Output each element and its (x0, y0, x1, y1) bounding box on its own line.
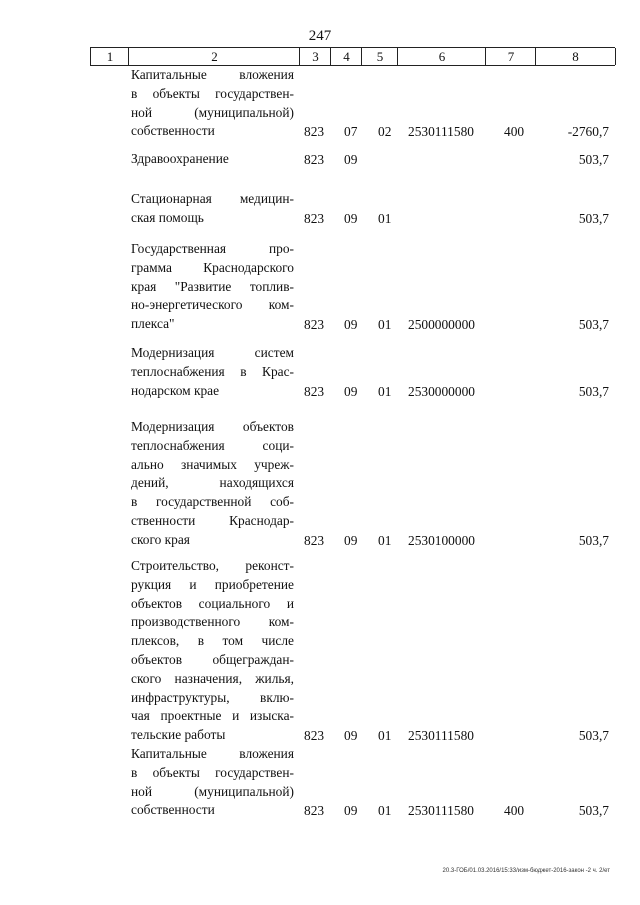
cell-c4: 09 (344, 728, 358, 744)
cell-c5: 01 (378, 317, 392, 333)
description-line: ной (муниципальной) (131, 104, 294, 120)
cell-c6: 2500000000 (408, 317, 475, 333)
description-line: но-энергетического ком- (131, 297, 294, 313)
description-line: ского края (131, 531, 190, 547)
cell-c5: 01 (378, 383, 392, 399)
header-col-3: 3 (299, 48, 331, 65)
cell-c3: 823 (304, 728, 325, 744)
header-col-6: 6 (397, 48, 486, 65)
header-col-5: 5 (361, 48, 398, 65)
description-line: нодарском крае (131, 382, 220, 398)
page-number: 247 (308, 28, 332, 44)
description-line: теплоснабжения соци- (131, 437, 294, 453)
table-header (90, 47, 615, 66)
row-description (131, 240, 294, 334)
footer-file-stamp: 20.3-ГОБ/01.03.2016/15:33/изм-бюджет-2016-закон -2 ч. 2/ет (442, 868, 610, 874)
cell-c5: 01 (378, 532, 392, 548)
cell-c4: 07 (344, 124, 358, 140)
cell-c8: 503,7 (578, 803, 609, 819)
description-line: ственности Краснодар- (131, 512, 294, 528)
description-line: чая проектные и изыска- (131, 708, 294, 724)
description-line: Модернизация систем (131, 345, 294, 360)
cell-c6: 2530111580 (408, 803, 474, 819)
description-line: Строительство, реконст- (131, 558, 294, 573)
cell-c3: 823 (304, 152, 325, 167)
description-line: Капитальные вложения (131, 746, 294, 761)
cell-c3: 823 (304, 124, 325, 140)
cell-c6: 2530000000 (408, 383, 475, 399)
description-line: ского назначения, жилья, (131, 670, 294, 686)
description-line: ной (муниципальной) (131, 783, 294, 799)
cell-c8: 503,7 (578, 210, 609, 226)
cell-c8: 503,7 (578, 728, 609, 744)
cell-c3: 823 (304, 803, 325, 819)
description-line: объектов общеграждан- (131, 651, 294, 667)
cell-c3: 823 (304, 532, 325, 548)
description-line: собственности (131, 802, 215, 818)
cell-c8: 503,7 (578, 532, 609, 548)
cell-c3: 823 (304, 383, 325, 399)
description-line: в объекты государствен- (131, 85, 294, 101)
description-line: Капитальные вложения (131, 67, 294, 82)
cell-c8: 503,7 (578, 383, 609, 399)
cell-c4: 09 (344, 532, 358, 548)
header-col-4: 4 (330, 48, 362, 65)
description-line: ская помощь (131, 209, 204, 225)
row-description (131, 418, 294, 550)
cell-c4: 09 (344, 383, 358, 399)
header-col-1: 1 (90, 48, 129, 65)
description-line: в объекты государствен- (131, 764, 294, 780)
cell-c3: 823 (304, 317, 325, 333)
cell-c5: 01 (378, 210, 392, 226)
description-line: Государственная про- (131, 241, 294, 256)
description-line: Здравоохранение (131, 151, 229, 166)
row-description (131, 745, 294, 820)
header-col-7: 7 (485, 48, 536, 65)
description-line: Стационарная медицин- (131, 191, 294, 206)
description-line: плексов, в том числе (131, 633, 294, 649)
description-line: рукция и приобретение (131, 576, 294, 592)
description-line: края "Развитие топлив- (131, 278, 294, 294)
cell-c6: 2530111580 (408, 124, 474, 140)
row-description (131, 150, 294, 169)
description-line: теплоснабжения в Крас- (131, 363, 294, 379)
description-line: ально значимых учреж- (131, 456, 294, 472)
description-line: инфраструктуры, вклю- (131, 689, 294, 705)
row-description (131, 344, 294, 400)
cell-c7: 400 (504, 124, 525, 140)
cell-c3: 823 (304, 210, 325, 226)
row-description (131, 557, 294, 745)
cell-c6: 2530111580 (408, 728, 474, 744)
description-line: плекса" (131, 316, 175, 332)
description-line: дений, находящихся (131, 475, 294, 491)
cell-c4: 09 (344, 152, 358, 167)
description-line: грамма Краснодарского (131, 259, 294, 275)
header-col-8: 8 (535, 48, 616, 65)
cell-c5: 02 (378, 124, 392, 140)
cell-c8: -2760,7 (567, 124, 609, 140)
cell-c7: 400 (504, 803, 525, 819)
description-line: объектов социального и (131, 595, 294, 611)
cell-c4: 09 (344, 210, 358, 226)
description-line: в государственной соб- (131, 494, 294, 510)
cell-c8: 503,7 (578, 317, 609, 333)
description-line: производственного ком- (131, 614, 294, 630)
cell-c5: 01 (378, 803, 392, 819)
header-col-2: 2 (128, 48, 300, 65)
row-description (131, 66, 294, 141)
cell-c4: 09 (344, 803, 358, 819)
cell-c5: 01 (378, 728, 392, 744)
cell-c8: 503,7 (578, 152, 609, 167)
description-line: тельские работы (131, 727, 226, 743)
cell-c6: 2530100000 (408, 532, 475, 548)
cell-c4: 09 (344, 317, 358, 333)
row-description (131, 190, 294, 228)
description-line: Модернизация объектов (131, 419, 294, 434)
description-line: собственности (131, 123, 215, 139)
